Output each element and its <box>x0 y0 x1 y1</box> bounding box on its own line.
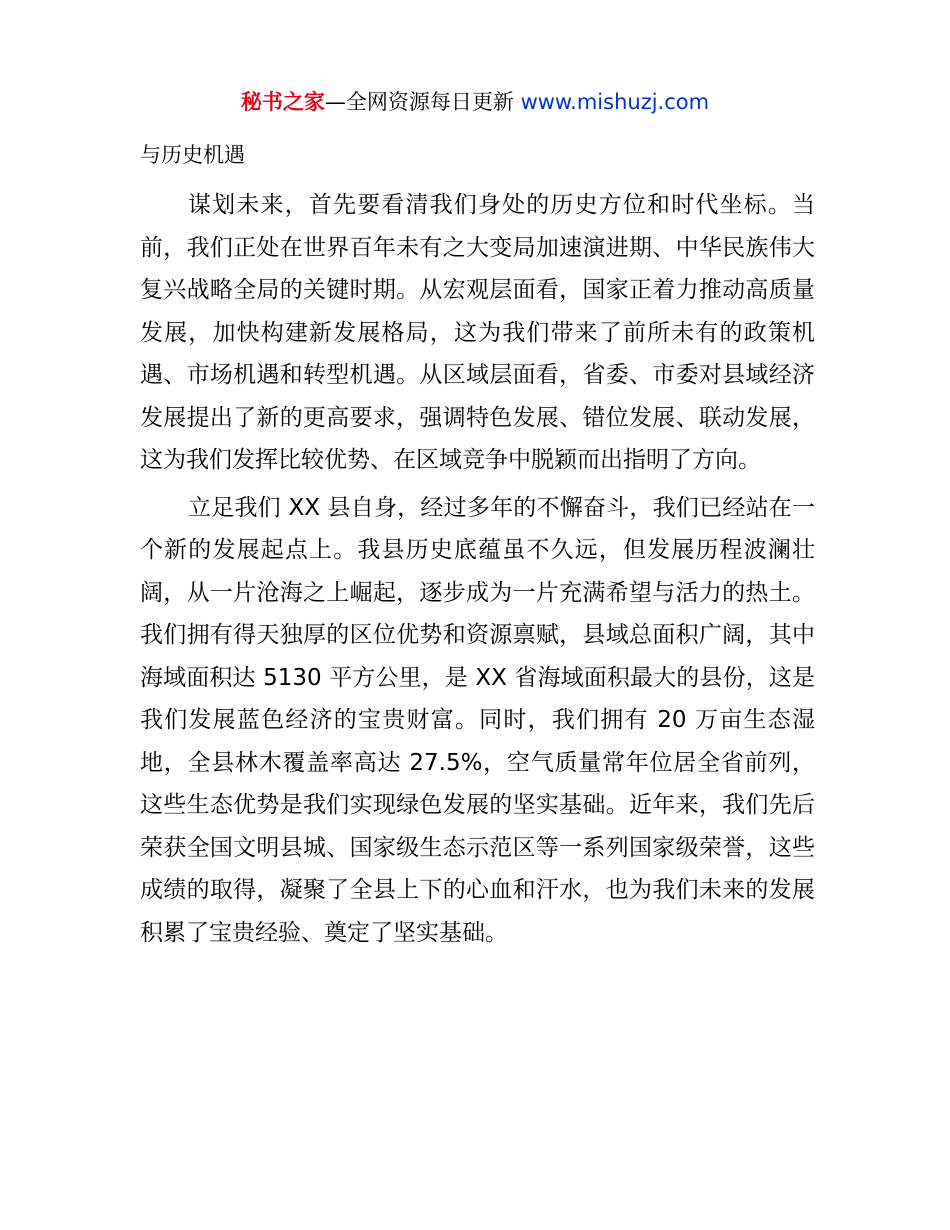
site-url-link[interactable]: www.mishuzj.com <box>520 90 710 114</box>
site-brand: 秘书之家 <box>240 90 325 114</box>
paragraph-1: 谋划未来，首先要看清我们身处的历史方位和时代坐标。当前，我们正处在世界百年未有之大变局加速演进期、中华民族伟大复兴战略全局的关键时期。从宏观层面看，国家正着力推动高质量发展，加快构建新发展格局，这为我们带来了前所未有的政策机遇、市场机遇和转型机遇。从区域层面看，省委、市委对县域经济发展提出了新的更高要求，强调特色发展、错位发展、联动发展，这为我们发挥比较优势、在区域竞争中脱颖而出指明了方向。 <box>140 192 815 473</box>
document-body <box>140 140 815 959</box>
page-header <box>0 86 950 118</box>
site-tagline: —全网资源每日更新 <box>324 90 521 114</box>
continued-heading-line: 与历史机遇 <box>140 143 245 167</box>
paragraph-2: 立足我们 XX 县自身，经过多年的不懈奋斗，我们已经站在一个新的发展起点上。我县历史底蕴虽不久远，但发展历程波澜壮阔，从一片沧海之上崛起，逐步成为一片充满希望与活力的热土。我们拥有得天独厚的区位优势和资源禀赋，县域总面积广阔，其中海域面积达 5130 平方公里，是 XX 省海域面积最大的县份，这是我们发展蓝色经济的宝贵财富。同时，我们拥有 20 万亩生态湿地，全县林木覆盖率高达 27.5%，空气质量常年位居全省前列，这些生态优势是我们实现绿色发展的坚实基础。近年来，我们先后荣获全国文明县城、国家级生态示范区等一系列国家级荣誉，这些成绩的取得，凝聚了全县上下的心血和汗水，也为我们未来的发展积累了宝贵经验、奠定了坚实基础。 <box>140 494 815 946</box>
